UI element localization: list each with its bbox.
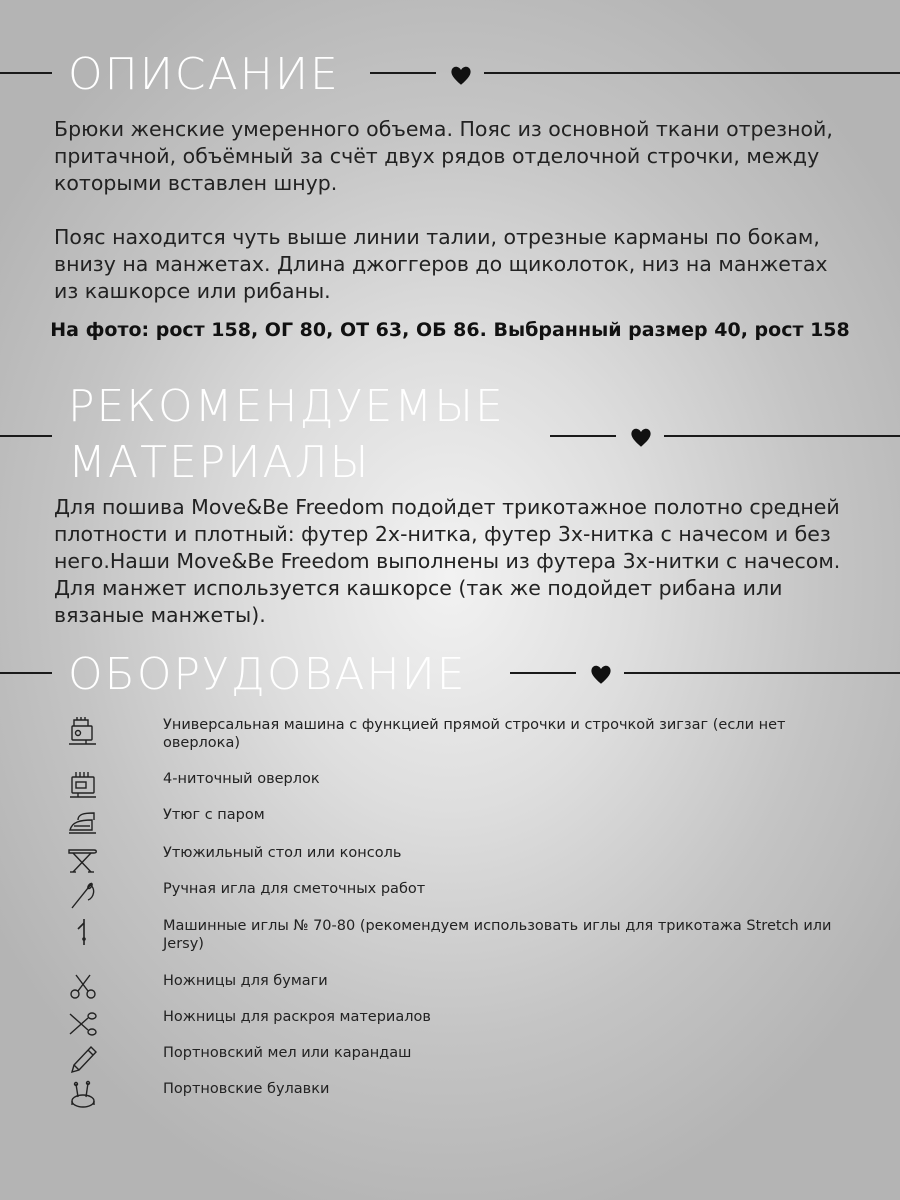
divider-right-end: [484, 72, 900, 74]
machine-needle-icon: [66, 917, 100, 947]
steam-iron-icon: [66, 806, 100, 836]
pin-cushion-icon: [66, 1080, 100, 1110]
hand-needle-icon: [66, 880, 100, 910]
divider-right: [370, 72, 436, 74]
description-paragraph-1: Брюки женские умеренного объема. Пояс из основной ткани отрезной, притачной, объёмный за счёт двух рядов отделочной строчки, между которыми вставлен шнур.: [54, 117, 833, 195]
divider-left: [0, 435, 52, 437]
description-title: ОПИСАНИЕ: [68, 49, 340, 100]
heart-icon: [448, 62, 474, 88]
equipment-item-label: Утюг с паром: [163, 807, 265, 823]
equipment-item-label: Портновский мел или карандаш: [163, 1045, 412, 1061]
chalk-pencil-icon: [66, 1044, 100, 1074]
fabric-scissors-icon: [66, 1008, 100, 1038]
equipment-title: ОБОРУДОВАНИЕ: [68, 649, 467, 700]
materials-paragraph: Для пошива Move&Be Freedom подойдет трикотажное полотно средней плотности и плотный: футер 2х-нитка, футер 3х-нитка с начесом и без него.Наши Move&Be Freedom выполнены из футера 3х-нитки с начесом. Для манжет используется кашкорсе (так же подойдет рибана или вязаные манжеты).: [54, 495, 841, 627]
equipment-item-label: Ручная игла для сметочных работ: [163, 881, 426, 897]
overlock-icon: [66, 770, 100, 800]
equipment-item-label: Машинные иглы № 70-80 (рекомендуем использовать иглы для трикотажа Stretch или Jersy): [163, 918, 832, 952]
divider-left: [0, 72, 52, 74]
divider-right-end: [624, 672, 900, 674]
equipment-item-label: Универсальная машина с функцией прямой строчки и строчкой зигзаг (если нет оверлока): [163, 717, 786, 751]
materials-title-line-2: МАТЕРИАЛЫ: [68, 437, 371, 488]
equipment-item-label: Портновские булавки: [163, 1081, 330, 1097]
divider-left: [0, 672, 52, 674]
heart-icon: [628, 424, 654, 450]
divider-right: [510, 672, 576, 674]
description-paragraph-2: Пояс находится чуть выше линии талии, отрезные карманы по бокам, внизу на манжетах. Длина джоггеров до щиколоток, низ на манжетах из кашкорсе или рибаны.: [54, 225, 828, 303]
paper-scissors-icon: [66, 972, 100, 1002]
sewing-machine-icon: [66, 716, 100, 746]
photo-note: На фото: рост 158, ОГ 80, ОТ 63, ОБ 86. Выбранный размер 40, рост 158: [50, 319, 850, 341]
materials-title-line-1: РЕКОМЕНДУЕМЫЕ: [68, 381, 505, 432]
ironing-board-icon: [66, 844, 100, 874]
equipment-item-label: Утюжильный стол или консоль: [163, 845, 402, 861]
divider-right: [550, 435, 616, 437]
equipment-item-label: Ножницы для раскроя материалов: [163, 1009, 431, 1025]
equipment-item-label: Ножницы для бумаги: [163, 973, 328, 989]
divider-right-end: [664, 435, 900, 437]
heart-icon: [588, 661, 614, 687]
equipment-item-label: 4-ниточный оверлок: [163, 771, 320, 787]
